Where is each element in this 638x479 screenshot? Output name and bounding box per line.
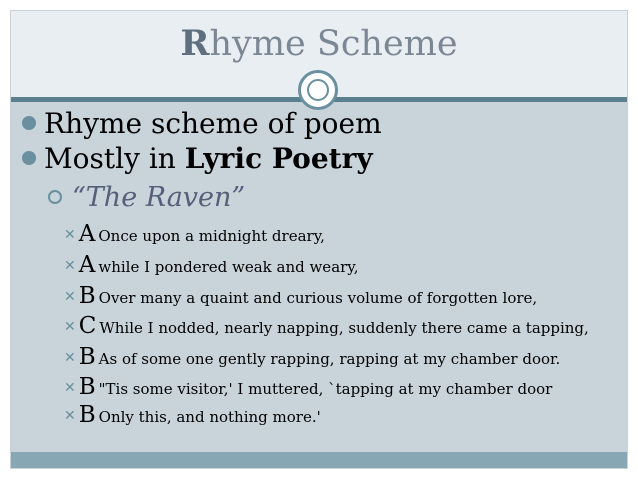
x-mark-bullet-icon: ✕: [64, 227, 76, 243]
slide-title: [11, 24, 627, 64]
bullet-text-plain: Mostly in: [44, 142, 185, 175]
line-text: Only this, and nothing more.': [98, 408, 321, 426]
sub-bullet-text: “The Raven”: [72, 182, 246, 213]
bullet-text: Rhyme scheme of poem: [44, 107, 382, 140]
line-text: Once upon a midnight dreary,: [98, 227, 325, 245]
x-mark-bullet-icon: ✕: [64, 319, 76, 335]
bullet-rhyme-scheme: [22, 108, 382, 140]
ring-ornament-icon: [298, 70, 338, 110]
poem-line: [64, 281, 537, 313]
line-text: while I pondered weak and weary,: [98, 258, 359, 276]
filled-circle-bullet-icon: [22, 116, 36, 130]
hollow-circle-bullet-icon: [48, 190, 62, 204]
poem-line: [64, 219, 325, 251]
poem-line: [64, 250, 359, 282]
x-mark-bullet-icon: ✕: [64, 350, 76, 366]
rhyme-letter: B: [78, 374, 96, 400]
line-text: As of some one gently rapping, rapping at my chamber door.: [98, 350, 561, 368]
sub-bullet-the-raven: [48, 182, 245, 214]
line-text: While I nodded, nearly napping, suddenly there came a tapping,: [99, 319, 589, 337]
bullet-text-bold: Lyric Poetry: [184, 142, 373, 175]
rhyme-letter: C: [78, 313, 97, 339]
x-mark-bullet-icon: ✕: [64, 380, 76, 396]
poem-line: [64, 400, 321, 432]
x-mark-bullet-icon: ✕: [64, 289, 76, 305]
poem-line: [64, 311, 589, 343]
filled-circle-bullet-icon: [22, 151, 36, 165]
title-rest: hyme Scheme: [209, 24, 458, 64]
x-mark-bullet-icon: ✕: [64, 408, 76, 424]
x-mark-bullet-icon: ✕: [64, 258, 76, 274]
rhyme-letter: B: [78, 402, 96, 428]
rhyme-letter: B: [78, 344, 96, 370]
rhyme-letter: A: [78, 221, 96, 247]
line-text: "Tis some visitor,' I muttered, `tapping at my chamber door: [98, 380, 553, 398]
rhyme-letter: A: [78, 252, 96, 278]
title-first-letter: R: [180, 23, 210, 64]
rhyme-letter: B: [78, 283, 96, 309]
poem-line: [64, 342, 560, 374]
bullet-lyric-poetry: [22, 143, 373, 175]
line-text: Over many a quaint and curious volume of forgotten lore,: [98, 289, 538, 307]
